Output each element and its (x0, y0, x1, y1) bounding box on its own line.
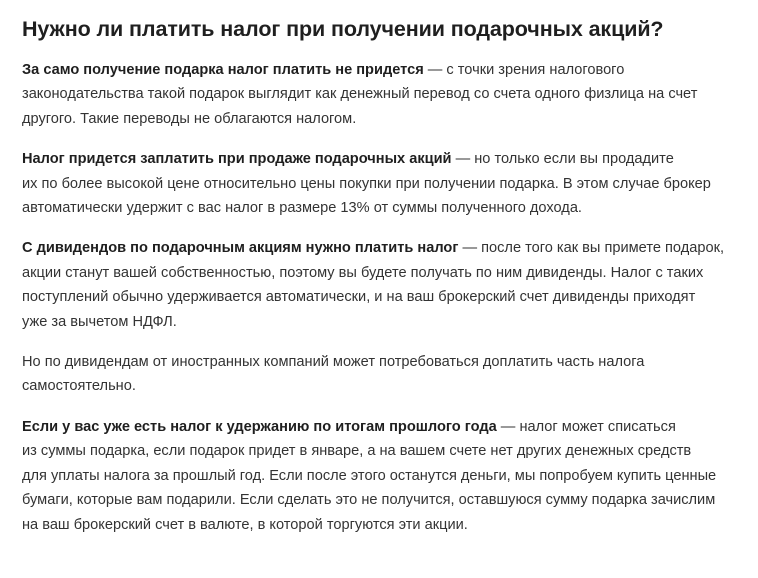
paragraph-line: Но по дивидендам от иностранных компаний может потребоваться доплатить часть налога (22, 354, 645, 371)
paragraph-line: автоматически удержит с вас налог в размере 13% от суммы полученного дохода. (22, 200, 582, 217)
paragraph-text: — с точки зрения налогового (423, 62, 625, 78)
paragraph-lead: Налог придется заплатить при продаже подарочных акций (22, 151, 452, 168)
paragraph-line (22, 58, 736, 82)
paragraph-line: для уплаты налога за прошлый год. Если после этого останутся деньги, мы попробуем купить ценные (22, 467, 717, 484)
paragraph-line: их по более высокой цене относительно цены покупки при получении подарка. В этом случае брокер (22, 175, 711, 192)
paragraph-lead: За само получение подарка налог платить не придется (22, 62, 424, 78)
paragraph-line: уже за вычетом НДФЛ. (22, 313, 177, 330)
paragraph-line: самостоятельно. (22, 378, 136, 395)
paragraph-text: — после того как вы примете подарок, (458, 240, 725, 257)
paragraph-line: из суммы подарка, если подарок придет в январе, а на вашем счете нет других денежных средств (22, 443, 692, 460)
paragraph-line (22, 415, 736, 439)
paragraph-sale-tax (22, 147, 736, 220)
paragraph-line: акции станут вашей собственностью, поэтому вы будете получать по ним дивиденды. Налог с таких (22, 264, 704, 281)
article-title: Нужно ли платить налог при получении подарочных акций? (22, 17, 664, 41)
paragraph-text: — налог может списаться (496, 418, 676, 435)
paragraph-prior-year-tax (22, 415, 736, 537)
paragraph-line: бумаги, которые вам подарили. Если сделать это не получится, оставшуюся сумму подарка зачислим (22, 492, 716, 509)
paragraph-line (22, 147, 736, 171)
paragraph-line: на ваш брокерский счет в валюте, в которой торгуются эти акции. (22, 516, 468, 533)
paragraph-text: — но только если вы продадите (451, 151, 674, 168)
paragraph-dividend-tax (22, 236, 736, 334)
paragraph-gift-receipt-tax (22, 58, 736, 131)
paragraph-line (22, 236, 736, 260)
paragraph-line: поступлений обычно удерживается автоматически, и на ваш брокерский счет дивиденды приходят (22, 289, 696, 306)
paragraph-lead: С дивидендов по подарочным акциям нужно платить налог (22, 240, 459, 257)
paragraph-foreign-dividends (22, 350, 736, 399)
paragraph-line: законодательства такой подарок выглядит как денежный перевод со счета одного физлица на счет (22, 86, 698, 103)
paragraph-line: другого. Такие переводы не облагаются налогом. (22, 110, 357, 127)
paragraph-lead: Если у вас уже есть налог к удержанию по итогам прошлого года (22, 418, 497, 435)
